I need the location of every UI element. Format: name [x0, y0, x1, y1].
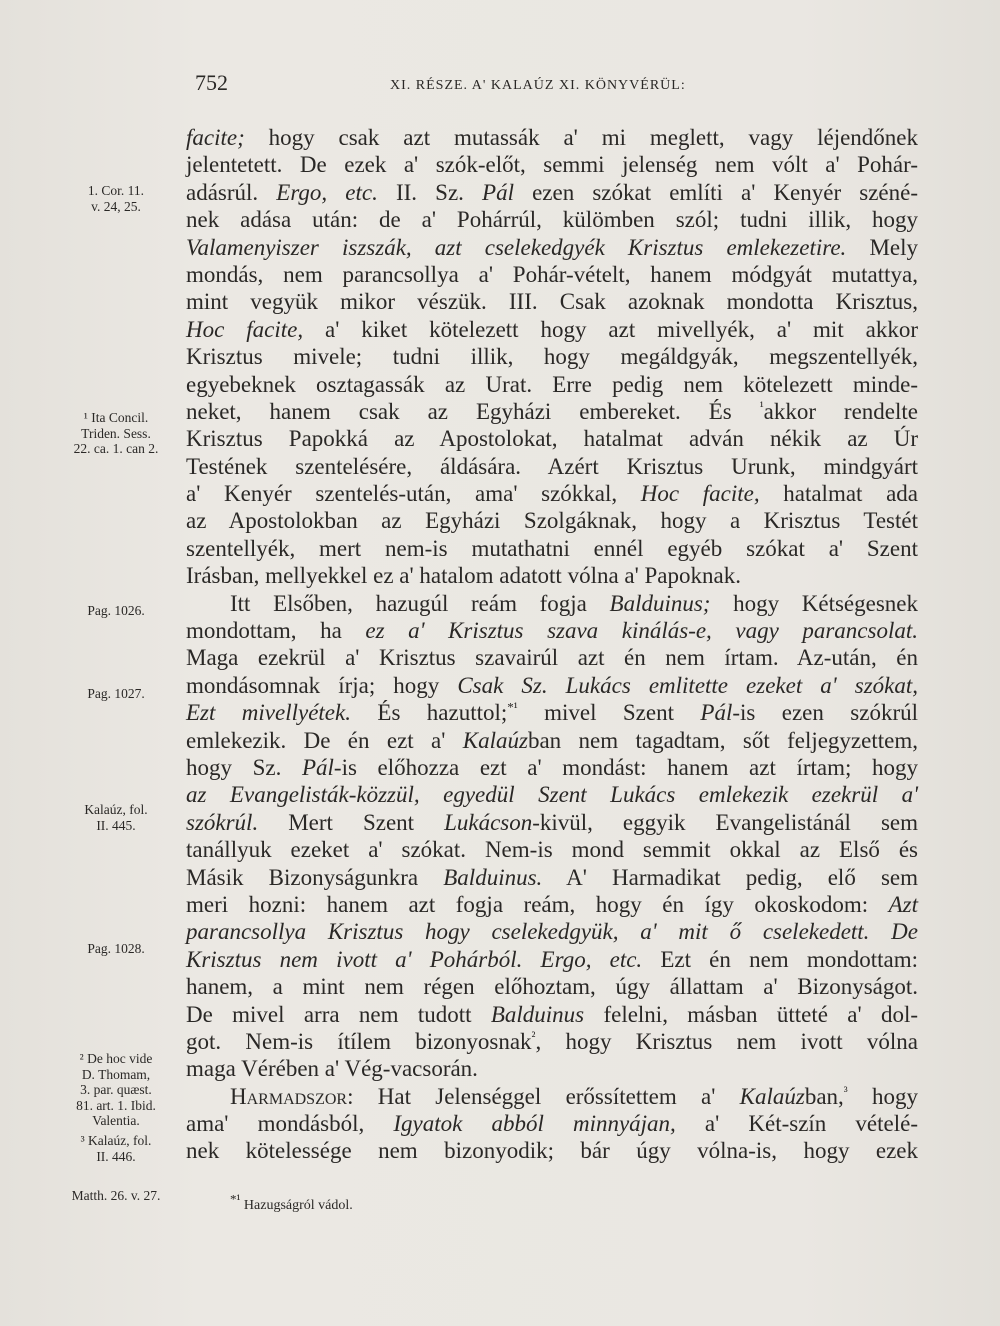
text-span: Krisztus mivele; tudni illik, hogy megáldgyák, megszentellyék,	[186, 344, 918, 370]
italic-span: Krisztus nem ivott a' Pohárból. Ergo, etc.	[186, 946, 643, 972]
text-span: jelentetett. De ezek a' szók-előt, semmi jelenség nem vólt a' Pohár-	[186, 152, 918, 178]
italic-span: Lukácson	[444, 809, 533, 835]
text-line	[186, 1028, 918, 1055]
text-span: -kivül, eggyik Evangelistánál sem	[532, 809, 919, 835]
text-line	[186, 288, 918, 315]
margin-note-line: Kalaúz, fol.	[84, 802, 148, 817]
text-span: , hogy Krisztus nem ivott vólna	[535, 1028, 919, 1054]
text-span: hogy csak azt mutassák a' mi meglett, vagy léjendőnek	[244, 125, 918, 150]
italic-span: Hoc facite,	[186, 316, 304, 342]
italic-span: Kalaúz	[462, 727, 528, 753]
footnote-text: Hazugságról vádol.	[243, 1198, 353, 1213]
text-line	[186, 672, 918, 699]
margin-note-line: ¹ Ita Concil.	[83, 410, 149, 425]
text-span: got. Nem-is ítílem bizonyosnak	[186, 1028, 532, 1054]
italic-span: Balduinus	[490, 1001, 585, 1027]
text-line	[186, 1055, 918, 1082]
text-span: nek kötelessége nem bizonyodik; bár úgy vólna-is, hogy ezek	[186, 1138, 918, 1164]
text-line	[186, 617, 918, 644]
footnote-ref: ¹	[759, 398, 764, 414]
text-span: mondásomnak írja; hogy	[186, 672, 458, 698]
text-span: hatalmat ada	[759, 481, 918, 507]
text-span: De mivel arra nem tudott	[186, 1001, 491, 1027]
margin-note-line: 22. ca. 1. can 2.	[73, 441, 159, 456]
margin-note	[52, 941, 180, 957]
text-span: hogy	[847, 1083, 918, 1109]
text-span: az Apostolokban az Egyházi Szolgáknak, hogy a Krisztus Testét	[186, 508, 918, 534]
italic-span: ez a' Krisztus szava kinálás-e, vagy parancsolat.	[365, 618, 918, 644]
margin-note	[52, 1133, 180, 1164]
text-line	[186, 946, 918, 973]
text-span: adásrúl.	[186, 179, 277, 205]
text-span: egyebeknek osztagassák az Urat. Erre pedig nem kötelezett minde-	[186, 371, 918, 397]
text-line	[186, 1137, 918, 1164]
text-span: emlekezik. De én ezt a'	[186, 727, 463, 753]
text-span: Testének szentelésére, áldására. Azért Krisztus Urunk, mindgyárt	[186, 453, 918, 479]
text-span: akkor rendelte	[763, 398, 918, 424]
italic-span: Azt	[888, 891, 918, 917]
italic-span: Ezt mivellyétek.	[186, 700, 351, 726]
margin-note-line: Pag. 1026.	[87, 603, 145, 618]
text-span: nek adása után: de a' Pohárrúl, külömben szól; tudni illik, hogy	[186, 207, 918, 233]
text-span: ama' mondásból,	[186, 1111, 394, 1137]
body-text	[186, 124, 918, 1165]
text-span: : Hat Jelenséggel erőssítettem a'	[347, 1083, 740, 1109]
text-line	[186, 151, 918, 178]
text-span: a' kiket kötelezett hogy azt mivellyék, a' mit akkor	[303, 316, 918, 342]
text-line	[186, 809, 918, 836]
margin-note-line: 1. Cor. 11.	[87, 183, 145, 198]
margin-note-line: v. 24, 25.	[91, 198, 141, 214]
text-line	[186, 864, 918, 891]
text-span: Mert Szent	[258, 809, 445, 835]
margin-note-line: II. 446.	[96, 1148, 136, 1164]
italic-span: Hoc facite,	[640, 481, 760, 507]
italic-span: szókrúl.	[186, 809, 259, 835]
text-span: mivel Szent	[517, 700, 701, 726]
text-span: hanem, a mint nem régen előhoztam, úgy állattam a' Bizonyságot.	[186, 974, 918, 1000]
text-line	[186, 124, 918, 151]
text-line	[186, 371, 918, 398]
margin-note-line: Valentia.	[92, 1113, 140, 1128]
text-span: maga Vérében a' Vég-vacsorán.	[186, 1056, 478, 1082]
text-span: Krisztus Papokká az Apostolokat, hatalmat adván nékik az Úr	[186, 426, 918, 452]
text-span: a' Kenyér szentelés-után, ama' szókkal,	[186, 481, 641, 507]
footnote-ref: *¹	[507, 699, 518, 715]
text-span: hogy Sz.	[186, 754, 302, 780]
text-span: ban,	[804, 1083, 844, 1109]
text-line	[186, 699, 918, 726]
text-line	[186, 179, 918, 206]
margin-note-line: II. 445.	[96, 817, 136, 833]
text-span: Maga ezekrül a' Krisztus szavairúl azt én nem írtam. Az-után, én	[186, 645, 918, 671]
text-line	[186, 644, 918, 671]
margin-note-line: Matth. 26. v. 27.	[71, 1188, 161, 1203]
text-line	[186, 562, 918, 589]
text-span: meri hozni: hanem azt fogja reám, hogy én így okoskodom:	[186, 891, 889, 917]
text-span: Irásban, mellyekkel ez a' hatalom adatott vólna a' Papoknak.	[186, 563, 741, 589]
text-line	[186, 973, 918, 1000]
text-line	[186, 1083, 918, 1110]
text-line	[186, 453, 918, 480]
text-span: mint vegyük mikor vészük. III. Csak azoknak mondotta Krisztus,	[186, 289, 918, 315]
page-number: 752	[195, 70, 228, 95]
margin-note-line: Pag. 1027.	[87, 686, 145, 701]
text-line	[186, 261, 918, 288]
text-line	[186, 1001, 918, 1028]
italic-span: az Evangelisták-közzül, egyedül Szent Lukács emlekezik ezekrül a'	[186, 782, 918, 808]
text-span: Mely	[846, 234, 918, 260]
margin-note	[52, 802, 180, 833]
text-line	[186, 891, 918, 918]
text-line	[186, 836, 918, 863]
text-span: ezen szókat említi a' Kenyér széné-	[513, 179, 918, 205]
small-caps-span: Harmadszor	[230, 1083, 348, 1109]
margin-note	[52, 1188, 180, 1204]
margin-note-line: D. Thomam,	[81, 1066, 151, 1082]
running-head: XI. RÉSZE. A' KALAÚZ XI. KÖNYVÉRÜL:	[390, 78, 686, 93]
text-span: Itt Elsőben, hazugúl reám fogja	[230, 590, 610, 616]
italic-span: Igyatok abból minnyájan,	[393, 1111, 676, 1137]
margin-note-line: ² De hoc vide	[79, 1051, 153, 1066]
text-line	[186, 480, 918, 507]
text-line	[186, 206, 918, 233]
footnote-ref: ³	[843, 1083, 848, 1099]
italic-span: Csak Sz. Lukács emlitette ezeket a' szókat,	[457, 672, 918, 698]
text-line	[186, 316, 918, 343]
text-line	[186, 590, 918, 617]
footnote-mark: *¹	[230, 1191, 241, 1207]
text-line	[186, 754, 918, 781]
italic-span: facite;	[186, 125, 245, 150]
text-line	[186, 781, 918, 808]
text-line	[186, 398, 918, 425]
italic-span: Balduinus.	[443, 864, 543, 890]
italic-span: Valamenyiszer iszszák, azt cselekedgyék Krisztus emlekezetire.	[186, 234, 847, 260]
text-span: a' Két-szín vételé-	[675, 1111, 918, 1137]
margin-note	[52, 183, 180, 214]
text-line	[186, 343, 918, 370]
text-span: felelni, másban ütteté a' dol-	[584, 1001, 919, 1027]
margin-note-line: Triden. Sess.	[81, 425, 151, 441]
margin-note	[52, 686, 180, 702]
text-line	[186, 425, 918, 452]
text-span: hogy Kétségesnek	[710, 590, 918, 616]
margin-note-line: Pag. 1028.	[87, 941, 145, 956]
text-span: ban nem tagadtam, sőt feljegyzettem,	[527, 727, 918, 753]
italic-span: Pál	[301, 754, 334, 780]
text-line	[186, 234, 918, 261]
margin-note	[52, 603, 180, 619]
text-span: II. Sz.	[377, 179, 483, 205]
italic-span: parancsollya Krisztus hogy cselekedgyük, a' mit ő cselekedett. De	[186, 919, 918, 945]
text-span: neket, hanem csak az Egyházi embereket. És	[186, 398, 760, 424]
text-span: -is előhozza ezt a' mondást: hanem azt írtam; hogy	[333, 754, 919, 780]
text-span: mondottam, ha	[186, 618, 366, 644]
text-span: És hazuttol;	[350, 700, 508, 726]
footnote	[230, 1191, 353, 1214]
italic-span: Pál	[482, 179, 514, 205]
margin-note-line: ³ Kalaúz, fol.	[80, 1133, 152, 1148]
margin-note	[52, 1051, 180, 1129]
margin-note-line: 3. par. quæst.	[80, 1082, 152, 1097]
italic-span: Ergo, etc.	[276, 179, 378, 205]
text-span: mondás, nem parancsollya a' Pohár-vételt, hanem módgyát mutattya,	[186, 261, 918, 287]
text-line	[186, 918, 918, 945]
text-line	[186, 535, 918, 562]
text-line	[186, 727, 918, 754]
italic-span: Pál	[700, 700, 733, 726]
text-span: A' Harmadikat pedig, elő sem	[542, 864, 919, 890]
italic-span: Kalaúz	[739, 1083, 805, 1109]
footnote-ref: ²	[531, 1028, 536, 1044]
margin-note-line: 81. art. 1. Ibid.	[76, 1097, 156, 1113]
page-header	[195, 70, 935, 100]
text-span: tanállyuk ezeket a' szókat. Nem-is mond semmit okkal az Első és	[186, 837, 918, 863]
text-span: Ezt én nem mondottam:	[642, 946, 918, 972]
text-span: Másik Bizonyságunkra	[186, 864, 444, 890]
text-line	[186, 1110, 918, 1137]
margin-note	[52, 410, 180, 457]
text-span: -is ezen szókrúl	[732, 700, 918, 726]
text-line	[186, 507, 918, 534]
text-span: szentellyék, mert nem-is mutathatni ennél egyéb szókat a' Szent	[186, 535, 918, 561]
italic-span: Balduinus;	[609, 590, 711, 616]
